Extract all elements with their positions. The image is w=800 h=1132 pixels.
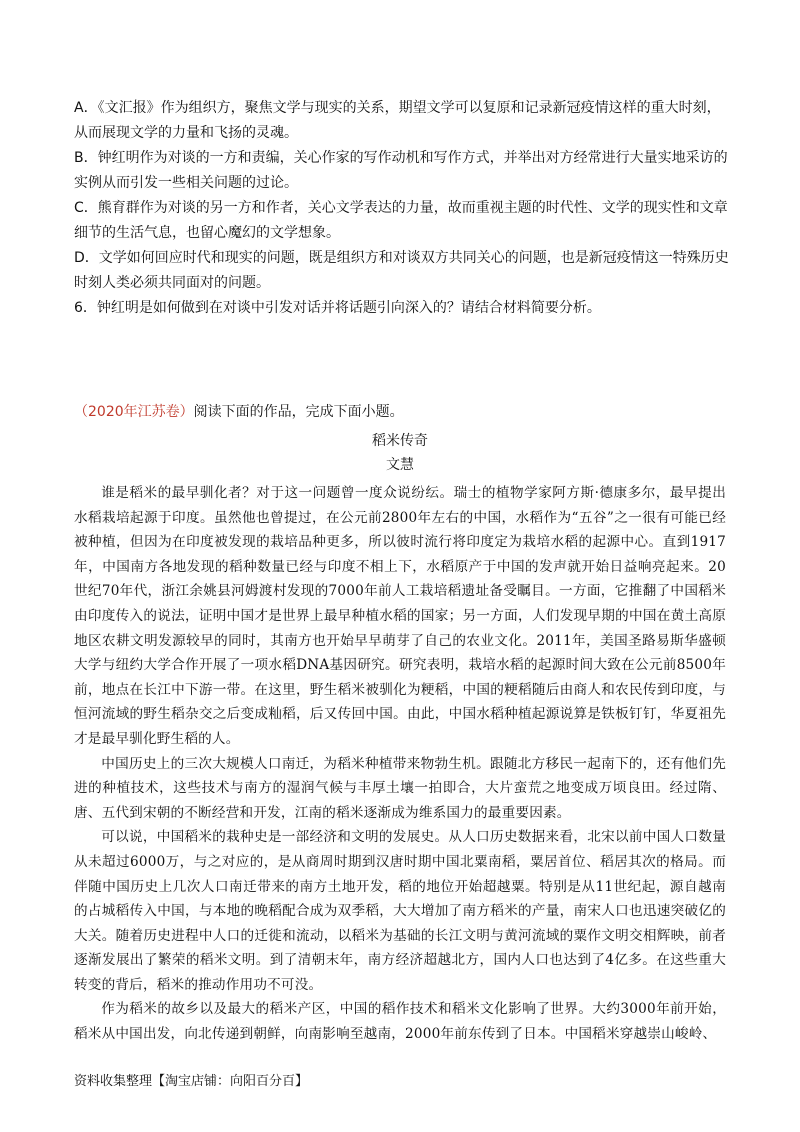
question-6: 6．钟红明是如何做到在对谈中引发对话并将话题引向深入的？请结合材料简要分析。 — [74, 300, 601, 316]
footer-note: 资料收集整理【淘宝店铺：向阳百分百】 — [74, 1074, 309, 1089]
article-title: 稻米传奇 — [372, 433, 428, 449]
source-label: （2020年江苏卷） — [74, 404, 194, 420]
instruction-text: 阅读下面的作品，完成下面小题。 — [193, 404, 404, 420]
section-header — [74, 400, 726, 424]
answer-options — [74, 96, 734, 321]
reading-section — [74, 400, 726, 1047]
paragraph-3: 可以说，中国稻米的栽种史是一部经济和文明的发展史。从人口历史数据来看，北宋以前中国人口数量从未超过6000万，与之对应的，是从商周时期到汉唐时期中国北粟南稻，粟居首位、稻居其次的格局。而伴随中国历史上几次人口南迁带来的南方土地开发，稻的地位开始超越粟。特别是从11世纪起，源自越南的占城稻传入中国，与本地的晚稻配合成为双季稻，大大增加了南方稻米的产量，南宋人口也迅速突破亿的大关。随着历史进程中人口的迁徙和流动，以稻米为基础的长江文明与黄河流域的粟作文明交相辉映，前者逐渐发展出了繁荣的稻米文明。到了清朝末年，南方经济超越北方，国内人口也达到了4亿多。在这些重大转变的背后，稻米的推动作用功不可没。 — [74, 829, 726, 993]
option-c: C．熊育群作为对谈的另一方和作者，关心文学表达的力量，故而重视主题的时代性、文学的现实性和文章细节的生活气息，也留心魔幻的文学想象。 — [74, 200, 728, 241]
option-a: A．《文汇报》作为组织方，聚焦文学与现实的关系，期望文学可以复原和记录新冠疫情这样的重大时刻，从而展现文学的力量和飞扬的灵魂。 — [74, 100, 721, 141]
article-author: 文慧 — [386, 457, 414, 473]
option-d: D．文学如何回应时代和现实的问题，既是组织方和对谈双方共同关心的问题，也是新冠疫情这一特殊历史时刻人类必须共同面对的问题。 — [74, 250, 729, 291]
paragraph-2: 中国历史上的三次大规模人口南迁，为稻米种植带来物勃生机。跟随北方移民一起南下的，还有他们先进的种植技术，这些技术与南方的湿润气候与丰厚土壤一拍即合，大片蛮荒之地变成万顷良田。经过隋、唐、五代到宋朝的不断经营和开发，江南的稻米逐渐成为维系国力的最重要因素。 — [74, 755, 726, 821]
option-b: B．钟红明作为对谈的一方和责编，关心作家的写作动机和写作方式，并举出对方经常进行大量实地采访的实例从而引发一些相关问题的过论。 — [74, 150, 728, 191]
paragraph-1: 谁是稻米的最早驯化者？对于这一问题曾一度众说纷纭。瑞士的植物学家阿方斯·德康多尔，最早提出水稻栽培起源于印度。虽然他也曾提过，在公元前2800年左右的中国，水稻作为“五谷”之一很有可能已经被种植，但因为在印度被发现的栽培品种更多，所以彼时流行将印度定为栽培水稻的起源中心。直到1917年，中国南方各地发现的稻种数量已经与印度不相上下，水稻原产于中国的发声就开始日益响亮起来。20世纪70年代，浙江余姚县河姆渡村发现的7000年前人工栽培稻遗址备受瞩目。一方面，它推翻了中国稻米由印度传入的说法，证明中国才是世界上最早种植水稻的国家；另一方面，人们发现早期的中国在黄土高原地区农耕文明发源较早的同时，其南方也开始早早萌芽了自己的农业文化。2011年，美国圣路易斯华盛顿大学与纽约大学合作开展了一项水稻DNA基因研究。研究表明，栽培水稻的起源时间大致在公元前8500年前，地点在长江中下游一带。在这里，野生稻米被驯化为粳稻，中国的粳稻随后由商人和农民传到印度，与恒河流域的野生稻杂交之后变成籼稻，后又传回中国。由此，中国水稻种植起源说算是铁板钉钉，华夏祖先才是最早驯化野生稻的人。 — [74, 485, 726, 747]
paragraph-4: 作为稻米的故乡以及最大的稻米产区，中国的稻作技术和稻米文化影响了世界。大约3000年前开始，稻米从中国出发，向北传递到朝鲜，向南影响至越南，2000年前东传到了日本。中国稻米穿越崇山峻岭、 — [74, 1001, 726, 1043]
